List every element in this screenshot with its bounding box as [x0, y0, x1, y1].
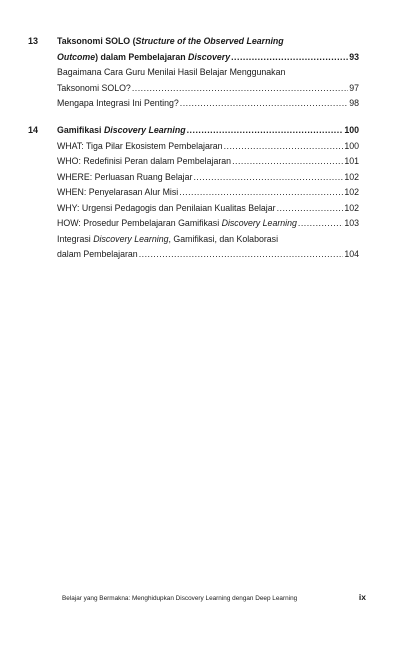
chapter-page-number: 100	[344, 125, 359, 135]
toc-entry-page: 101	[344, 156, 359, 166]
toc-entry-label-italic: Discovery Learning	[93, 233, 169, 244]
toc-entry-label-plain: HOW: Prosedur Pembelajaran Gamifikasi	[57, 218, 222, 228]
toc-entry-label: WHERE: Perluasan Ruang Belajar	[57, 171, 193, 182]
toc-entry-label: Taksonomi SOLO?	[57, 82, 131, 93]
toc-entry	[57, 139, 359, 155]
leader-dots	[139, 247, 344, 263]
toc-entry-page: 102	[344, 171, 359, 182]
footer-book-title: Belajar yang Bermakna: Menghidupkan Discovery Learning dengan Deep Learning	[62, 595, 298, 602]
chapter-page-number: 93	[349, 51, 359, 62]
toc-entry	[57, 185, 359, 201]
leader-dots	[180, 96, 348, 112]
chapter-title-continued	[57, 50, 230, 66]
leader-dots	[179, 185, 343, 201]
toc-entry-page: 98	[349, 98, 359, 108]
leader-dots	[231, 50, 348, 66]
toc-entry-page: 102	[344, 187, 359, 197]
toc-entry-line	[57, 232, 359, 248]
toc-entry-label-italic: Discovery Learning	[221, 218, 297, 228]
chapter-title-italic: Discovery Learning	[103, 125, 186, 135]
chapter-title-text: Gamifikasi	[57, 125, 104, 135]
chapter-title-text: Taksonomi SOLO (	[57, 36, 136, 46]
toc-entry-page: 104	[344, 249, 359, 259]
leader-dots	[277, 201, 344, 217]
toc-entry-label: WHEN: Penyelarasan Alur Misi	[57, 187, 179, 197]
toc-entry-label: WHY: Urgensi Pedagogis dan Penilaian Kualitas Belajar	[57, 202, 276, 213]
chapter-number: 13	[28, 36, 39, 46]
toc-entry-page: 102	[344, 202, 359, 213]
toc-entry	[57, 154, 359, 170]
toc-entry-label: dalam Pembelajaran	[57, 249, 138, 259]
leader-dots	[187, 123, 344, 139]
chapter-title-line-1	[57, 34, 359, 50]
toc-entry	[57, 170, 359, 186]
chapter-title-text-2: ) dalam Pembelajaran	[95, 51, 189, 62]
footer-page-number: ix	[358, 592, 366, 602]
toc-entry	[57, 96, 359, 112]
toc-entry	[57, 81, 359, 97]
toc-entry-page: 100	[344, 140, 359, 151]
toc-entry-line: Bagaimana Cara Guru Menilai Hasil Belajar Menggunakan	[57, 67, 286, 77]
leader-dots	[224, 139, 344, 155]
toc-entry-label-rest: , Gamifikasi, dan Kolaborasi	[168, 233, 279, 244]
chapter-title	[57, 123, 186, 139]
toc-entry-label-plain: Integrasi	[57, 233, 94, 244]
chapter-title-italic-3: Discovery	[188, 51, 231, 62]
toc-entry-page: 97	[349, 82, 359, 93]
chapter-title-italic-2: Outcome	[57, 51, 96, 62]
toc-entry	[57, 201, 359, 217]
toc-entry	[57, 247, 359, 263]
chapter-title-line-1	[57, 123, 359, 139]
chapter-number: 14	[28, 125, 39, 135]
toc-entry-label: WHO: Redefinisi Peran dalam Pembelajaran	[57, 156, 232, 166]
leader-dots	[298, 216, 343, 232]
toc-entry-label	[57, 216, 297, 232]
toc-entry	[57, 216, 359, 232]
chapter-title-line-2	[57, 50, 359, 66]
chapter-title-italic: Structure of the Observed Learning	[135, 36, 284, 46]
leader-dots	[232, 154, 343, 170]
leader-dots	[132, 81, 348, 97]
leader-dots	[193, 170, 343, 186]
toc-entry-label: WHAT: Tiga Pilar Ekosistem Pembelajaran	[57, 140, 223, 151]
toc-entry-page: 103	[344, 218, 359, 228]
toc-entry-label: Mengapa Integrasi Ini Penting?	[57, 98, 179, 108]
